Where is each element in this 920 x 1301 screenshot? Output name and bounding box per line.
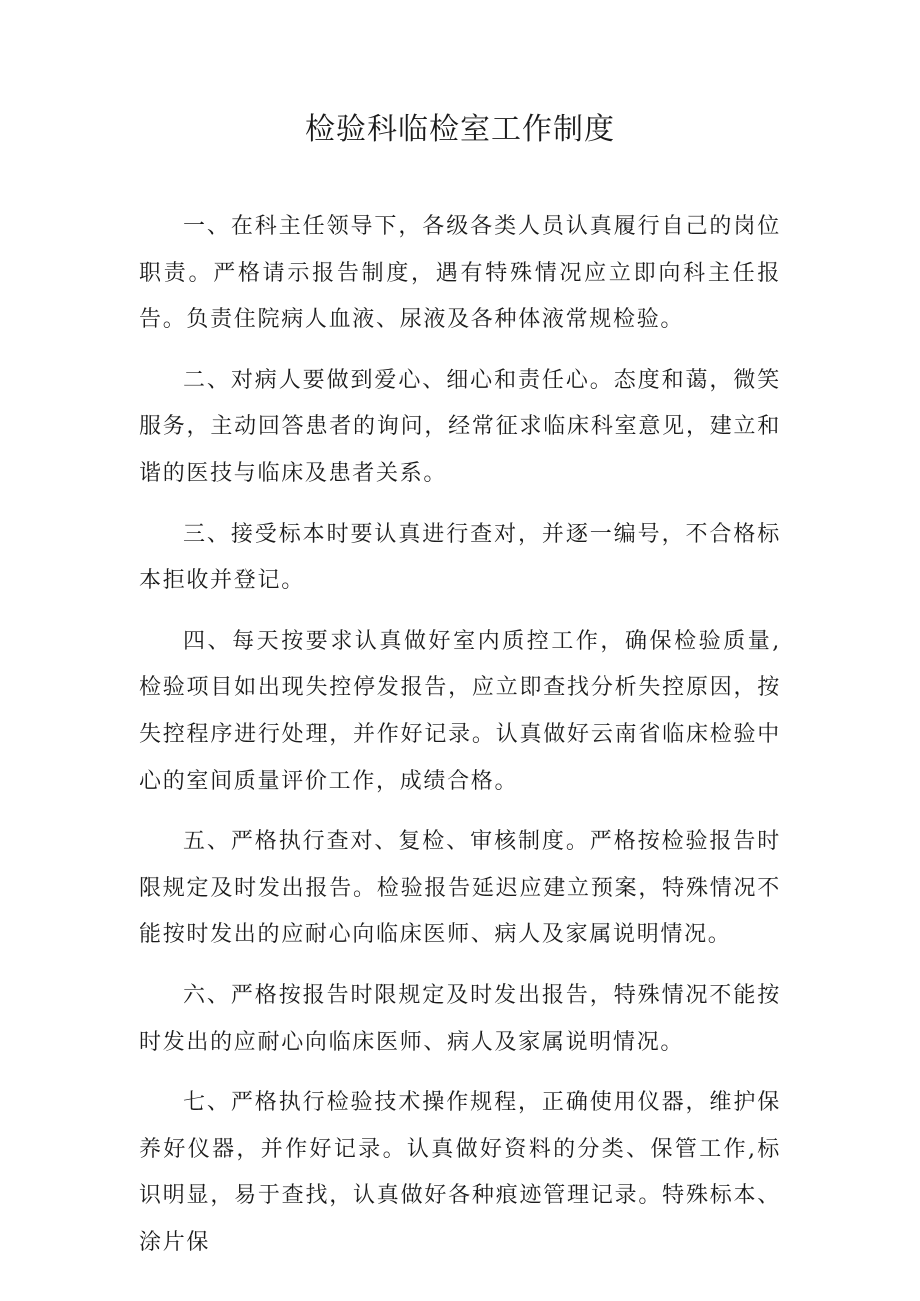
document-body [139,204,781,1280]
paragraph-3: 三、接受标本时要认真进行查对，并逐一编号，不合格标本拒收并登记。 [139,521,781,594]
paragraph-1: 一、在科主任领导下，各级各类人员认真履行自己的岗位职责。严格请示报告制度，遇有特殊情况应立即向科主任报告。负责住院病人血液、尿液及各种体液常规检验。 [139,214,781,333]
paragraph-5: 五、严格执行查对、复检、审核制度。严格按检验报告时限规定及时发出报告。检验报告延迟应建立预案，特殊情况不能按时发出的应耐心向临床医师、病人及家属说明情况。 [139,829,781,948]
paragraph-6: 六、严格按报告时限规定及时发出报告，特殊情况不能按时发出的应耐心向临床医师、病人及家属说明情况。 [139,982,781,1055]
paragraph-4: 四、每天按要求认真做好室内质控工作，确保检验质量,检验项目如出现失控停发报告，应立即查找分析失控原因，按失控程序进行处理，并作好记录。认真做好云南省临床检验中心的室间质量评价工作，成绩合格。 [139,628,781,794]
paragraph-2: 二、对病人要做到爱心、细心和责任心。态度和蔼，微笑服务，主动回答患者的询问，经常征求临床科室意见，建立和谐的医技与临床及患者关系。 [139,367,781,486]
paragraph-7: 七、严格执行检验技术操作规程，正确使用仪器，维护保养好仪器，并作好记录。认真做好资料的分类、保管工作,标识明显，易于查找，认真做好各种痕迹管理记录。特殊标本、涂片保 [139,1090,781,1255]
document-title: 检验科临检室工作制度 [305,112,615,147]
